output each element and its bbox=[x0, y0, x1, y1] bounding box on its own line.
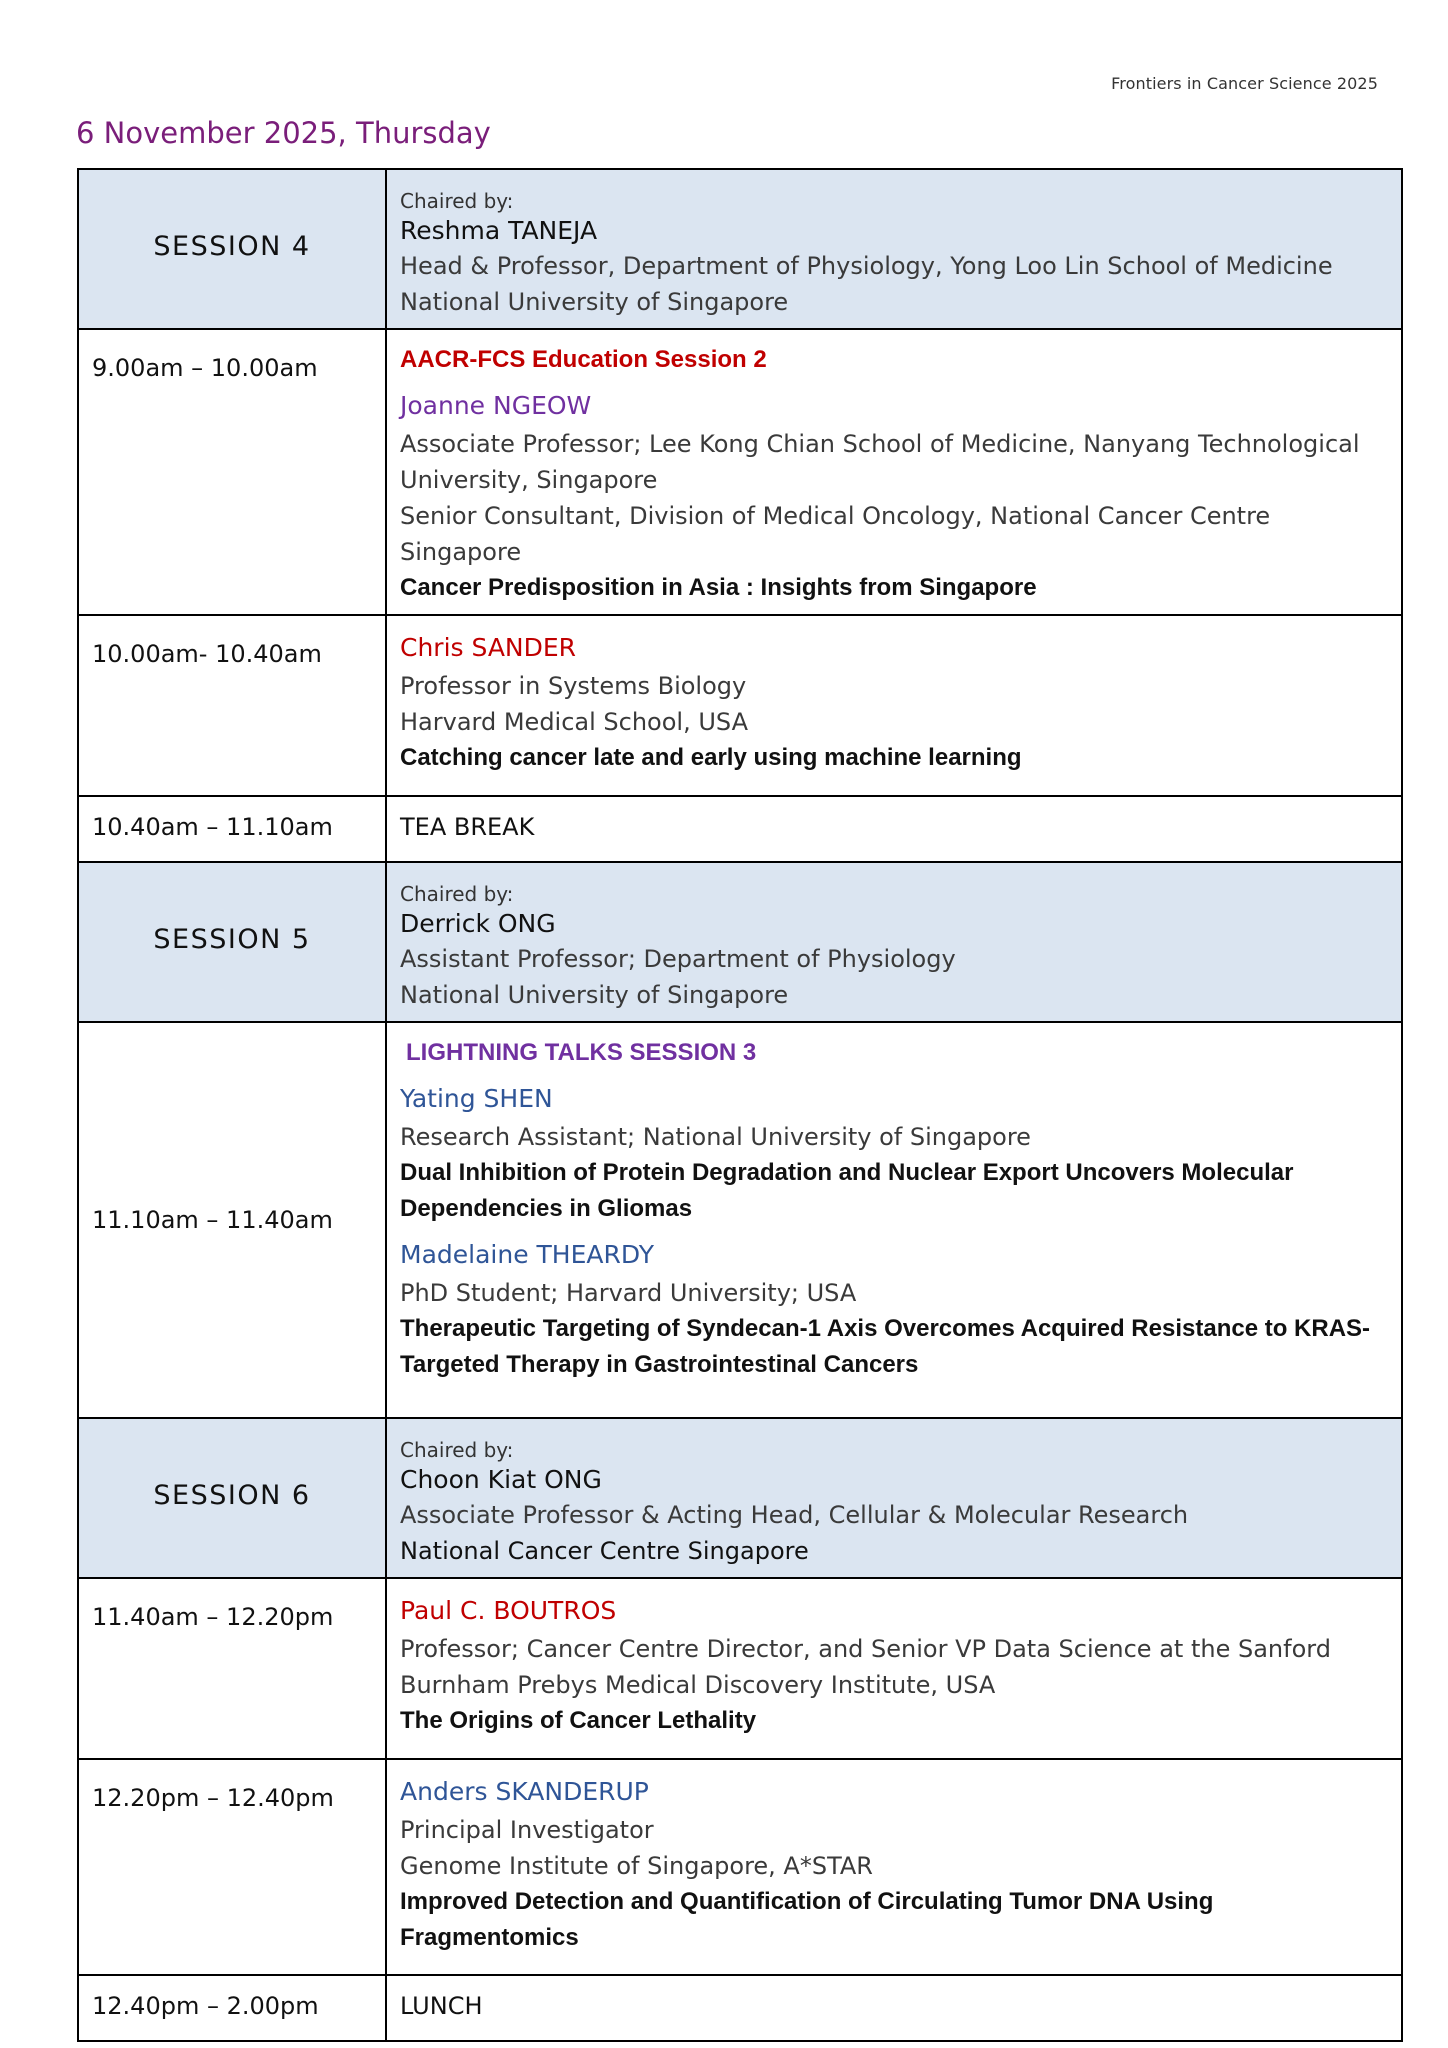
session-6-row bbox=[78, 1418, 1402, 1578]
talk-title: The Origins of Cancer Lethality bbox=[400, 1707, 757, 1734]
time-slot: 11.40am – 12.20pm bbox=[92, 1603, 334, 1631]
talk-title-2: Therapeutic Targeting of Syndecan-1 Axis Overcomes Acquired Resistance to KRAS-Targeted Therapy in Gastrointestinal Cancers bbox=[400, 1315, 1371, 1378]
speaker-affiliation: Associate Professor; Lee Kong Chian School of Medicine, Nanyang Technological University, Singapore bbox=[400, 430, 1360, 494]
session-4-row bbox=[78, 169, 1402, 329]
speaker-name: Chris SANDER bbox=[400, 633, 577, 662]
speaker-affiliation-2: PhD Student; Harvard University; USA bbox=[400, 1279, 857, 1307]
schedule-row bbox=[78, 329, 1402, 615]
chair-institution: National University of Singapore bbox=[400, 288, 789, 316]
chair-institution: National Cancer Centre Singapore bbox=[400, 1537, 809, 1565]
talk-title: Improved Detection and Quantification of Circulating Tumor DNA Using Fragmentomics bbox=[400, 1888, 1214, 1951]
session-label: SESSION 5 bbox=[153, 923, 311, 955]
schedule-row bbox=[78, 1578, 1402, 1759]
chaired-by-label: Chaired by: bbox=[400, 189, 514, 213]
session-title: LIGHTNING TALKS SESSION 3 bbox=[406, 1039, 757, 1066]
chair-affiliation: Head & Professor, Department of Physiology, Yong Loo Lin School of Medicine bbox=[400, 252, 1333, 280]
chair-name: Choon Kiat ONG bbox=[400, 1465, 602, 1494]
page-date-heading: 6 November 2025, Thursday bbox=[76, 116, 491, 150]
session-4-label-cell bbox=[78, 169, 386, 329]
speaker-name-2: Madelaine THEARDY bbox=[400, 1240, 655, 1269]
session-5-row bbox=[78, 862, 1402, 1022]
break-row bbox=[78, 1975, 1402, 2041]
session-label: SESSION 6 bbox=[153, 1479, 311, 1511]
chair-affiliation: Assistant Professor; Department of Physiology bbox=[400, 945, 956, 973]
speaker-affiliation: Principal Investigator bbox=[400, 1816, 654, 1844]
chair-name: Derrick ONG bbox=[400, 909, 556, 938]
speaker-affiliation: Professor in Systems Biology bbox=[400, 672, 747, 700]
time-slot: 12.40pm – 2.00pm bbox=[92, 1992, 319, 2020]
time-slot: 12.20pm – 12.40pm bbox=[92, 1784, 334, 1812]
speaker-name: Paul C. BOUTROS bbox=[400, 1596, 617, 1625]
speaker-name: Anders SKANDERUP bbox=[400, 1777, 649, 1806]
session-label: SESSION 4 bbox=[153, 230, 311, 262]
speaker-affiliation: Professor; Cancer Centre Director, and Senior VP Data Science at the Sanford Burnham Prebys Medical Discovery Institute, USA bbox=[400, 1635, 1331, 1699]
speaker-institution: Harvard Medical School, USA bbox=[400, 708, 749, 736]
speaker-name: Yating SHEN bbox=[400, 1084, 553, 1113]
chaired-by-label: Chaired by: bbox=[400, 882, 514, 906]
time-slot: 11.10am – 11.40am bbox=[92, 1206, 333, 1234]
time-slot: 10.40am – 11.10am bbox=[92, 813, 333, 841]
schedule-row bbox=[78, 1759, 1402, 1975]
talk-title: Dual Inhibition of Protein Degradation and Nuclear Export Uncovers Molecular Dependencies in Gliomas bbox=[400, 1159, 1294, 1222]
break-label: LUNCH bbox=[400, 1992, 483, 2020]
schedule-row bbox=[78, 615, 1402, 796]
program-table bbox=[77, 168, 1403, 2042]
break-row bbox=[78, 796, 1402, 862]
speaker-institution: Genome Institute of Singapore, A*STAR bbox=[400, 1852, 873, 1880]
time-slot: 10.00am- 10.40am bbox=[92, 640, 322, 668]
time-slot: 9.00am – 10.00am bbox=[92, 354, 318, 382]
speaker-affiliation-2: Senior Consultant, Division of Medical Oncology, National Cancer Centre Singapore bbox=[400, 502, 1271, 566]
schedule-row bbox=[78, 1022, 1402, 1418]
chair-institution: National University of Singapore bbox=[400, 981, 789, 1009]
session-title: AACR-FCS Education Session 2 bbox=[400, 346, 767, 373]
conference-header: Frontiers in Cancer Science 2025 bbox=[1111, 74, 1378, 93]
talk-title: Catching cancer late and early using machine learning bbox=[400, 744, 1022, 771]
chaired-by-label: Chaired by: bbox=[400, 1438, 514, 1462]
speaker-affiliation: Research Assistant; National University of Singapore bbox=[400, 1123, 1031, 1151]
speaker-name: Joanne NGEOW bbox=[400, 391, 592, 420]
talk-title: Cancer Predisposition in Asia : Insights from Singapore bbox=[400, 574, 1037, 601]
break-label: TEA BREAK bbox=[400, 813, 535, 841]
session-4-chair-cell bbox=[386, 169, 1402, 329]
chair-affiliation: Associate Professor & Acting Head, Cellular & Molecular Research bbox=[400, 1501, 1189, 1529]
chair-name: Reshma TANEJA bbox=[400, 216, 598, 245]
